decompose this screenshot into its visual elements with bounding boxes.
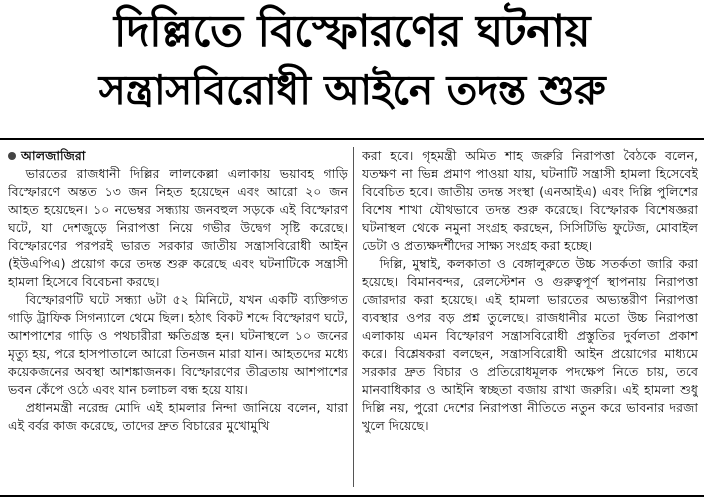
- paragraph: করা হবে। গৃহমন্ত্রী অমিত শাহ জরুরি নিরাপত্তা বৈঠকে বলেন, যতক্ষণ না ভিন্ন প্রমাণ পাওয়া যায়, ঘটনাটি সন্ত্রাসী হামলা হিসেবেই বিবেচিত হবে। জাতীয় তদন্ত সংস্থা (এনআইএ) এবং দিল্লি পুলিশের বিশেষ শাখা যৌথভাবে তদন্ত শুরু করেছে। বিস্ফোরক বিশেষজ্ঞরা ঘটনাস্থল থেকে নমুনা সংগ্রহ করছেন, সিসিটিভি ফুটেজ, মোবাইল ডেটা ও প্রত্যক্ষদর্শীদের সাক্ষ্য সংগ্রহ করা হচ্ছে।: [362, 148, 698, 253]
- paragraph: দিল্লি, মুম্বাই, কলকাতা ও বেঙ্গালুরুতে উচ্চ সতর্কতা জারি করা হয়েছে। বিমানবন্দর, রেলস্টেশন ও গুরুত্বপূর্ণ স্থাপনায় নিরাপত্তা জোরদার করা হয়েছে। এই হামলা ভারতের অভ্যন্তরীণ নিরাপত্তা ব্যবস্থার ওপর বড় প্রশ্ন তুলেছে। রাজধানীর মতো উচ্চ নিরাপত্তা এলাকায় এমন বিস্ফোরণ সন্ত্রাসবিরোধী প্রস্তুতির দুর্বলতা প্রকাশ করে। বিশ্লেষকরা বলছেন, সন্ত্রাসবিরোধী আইন প্রয়োগের মাধ্যমে সরকার দ্রুত বিচার ও প্রতিরোধমূলক পদক্ষেপ নিতে চায়, তবে মানবাধিকার ও আইনি স্বচ্ছতা বজায় রাখা জরুরি। এই হামলা শুধু দিল্লি নয়, পুরো দেশের নিরাপত্তা নীতিতে নতুন করে ভাবনার দরজা খুলে দিয়েছে।: [362, 256, 698, 433]
- paragraph: বিস্ফোরণটি ঘটে সন্ধ্যা ৬টা ৫২ মিনিটে, যখন একটি ব্যক্তিগত গাড়ি ট্রাফিক সিগন্যালে থেমে ছিল। হঠাৎ বিকট শব্দে বিস্ফোরণ ঘটে, আশপাশের গাড়ি ও পথচারীরা ক্ষতিগ্রস্ত হন। ঘটনাস্থলে ১০ জনের মৃত্যু হয়, পরে হাসপাতালে আরো তিনজন মারা যান। আহতদের মধ্যে কয়েকজনের অবস্থা আশঙ্কাজনক। বিস্ফোরণের তীব্রতায় আশপাশের ভবন কেঁপে ওঠে এবং যান চলাচল বন্ধ হয়ে যায়।: [8, 292, 348, 397]
- byline: [8, 147, 348, 165]
- paragraph: ভারতের রাজধানী দিল্লির লালকেল্লা এলাকায় ভয়াবহ গাড়ি বিস্ফোরণে অন্তত ১৩ জন নিহত হয়েছেন এবং আরো ২০ জন আহত হয়েছেন। ১০ নভেম্বর সন্ধ্যায় জনবহুল সড়কে এই বিস্ফোরণ ঘটে, যা দেশজুড়ে নিরাপত্তা নিয়ে গভীর উদ্বেগ সৃষ্টি করেছে। বিস্ফোরণের পরপরই ভারত সরকার জাতীয় সন্ত্রাসবিরোধী আইন (ইউএপিএ) প্রয়োগ করে তদন্ত শুরু করেছে এবং ঘটনাটিকে সন্ত্রাসী হামলা হিসেবে বিবেচনা করছে।: [8, 166, 348, 289]
- bullet-icon: [8, 152, 16, 160]
- headline-line-2: সন্ত্রাসবিরোধী আইনে তদন্ত শুরু: [98, 66, 606, 114]
- byline-source: আলজাজিরা: [21, 148, 86, 163]
- article-column-right: [362, 147, 698, 487]
- headline-line-1: দিল্লিতে বিস্ফোরণের ঘটনায়: [113, 6, 591, 57]
- headline-rule: [0, 138, 704, 140]
- article-column-left: [8, 147, 348, 487]
- paragraph: প্রধানমন্ত্রী নরেন্দ্র মোদি এই হামলার নিন্দা জানিয়ে বলেন, যারা এই বর্বর কাজ করেছে, তাদের দ্রুত বিচারের মুখোমুখি: [8, 400, 348, 433]
- column-divider: [353, 147, 354, 487]
